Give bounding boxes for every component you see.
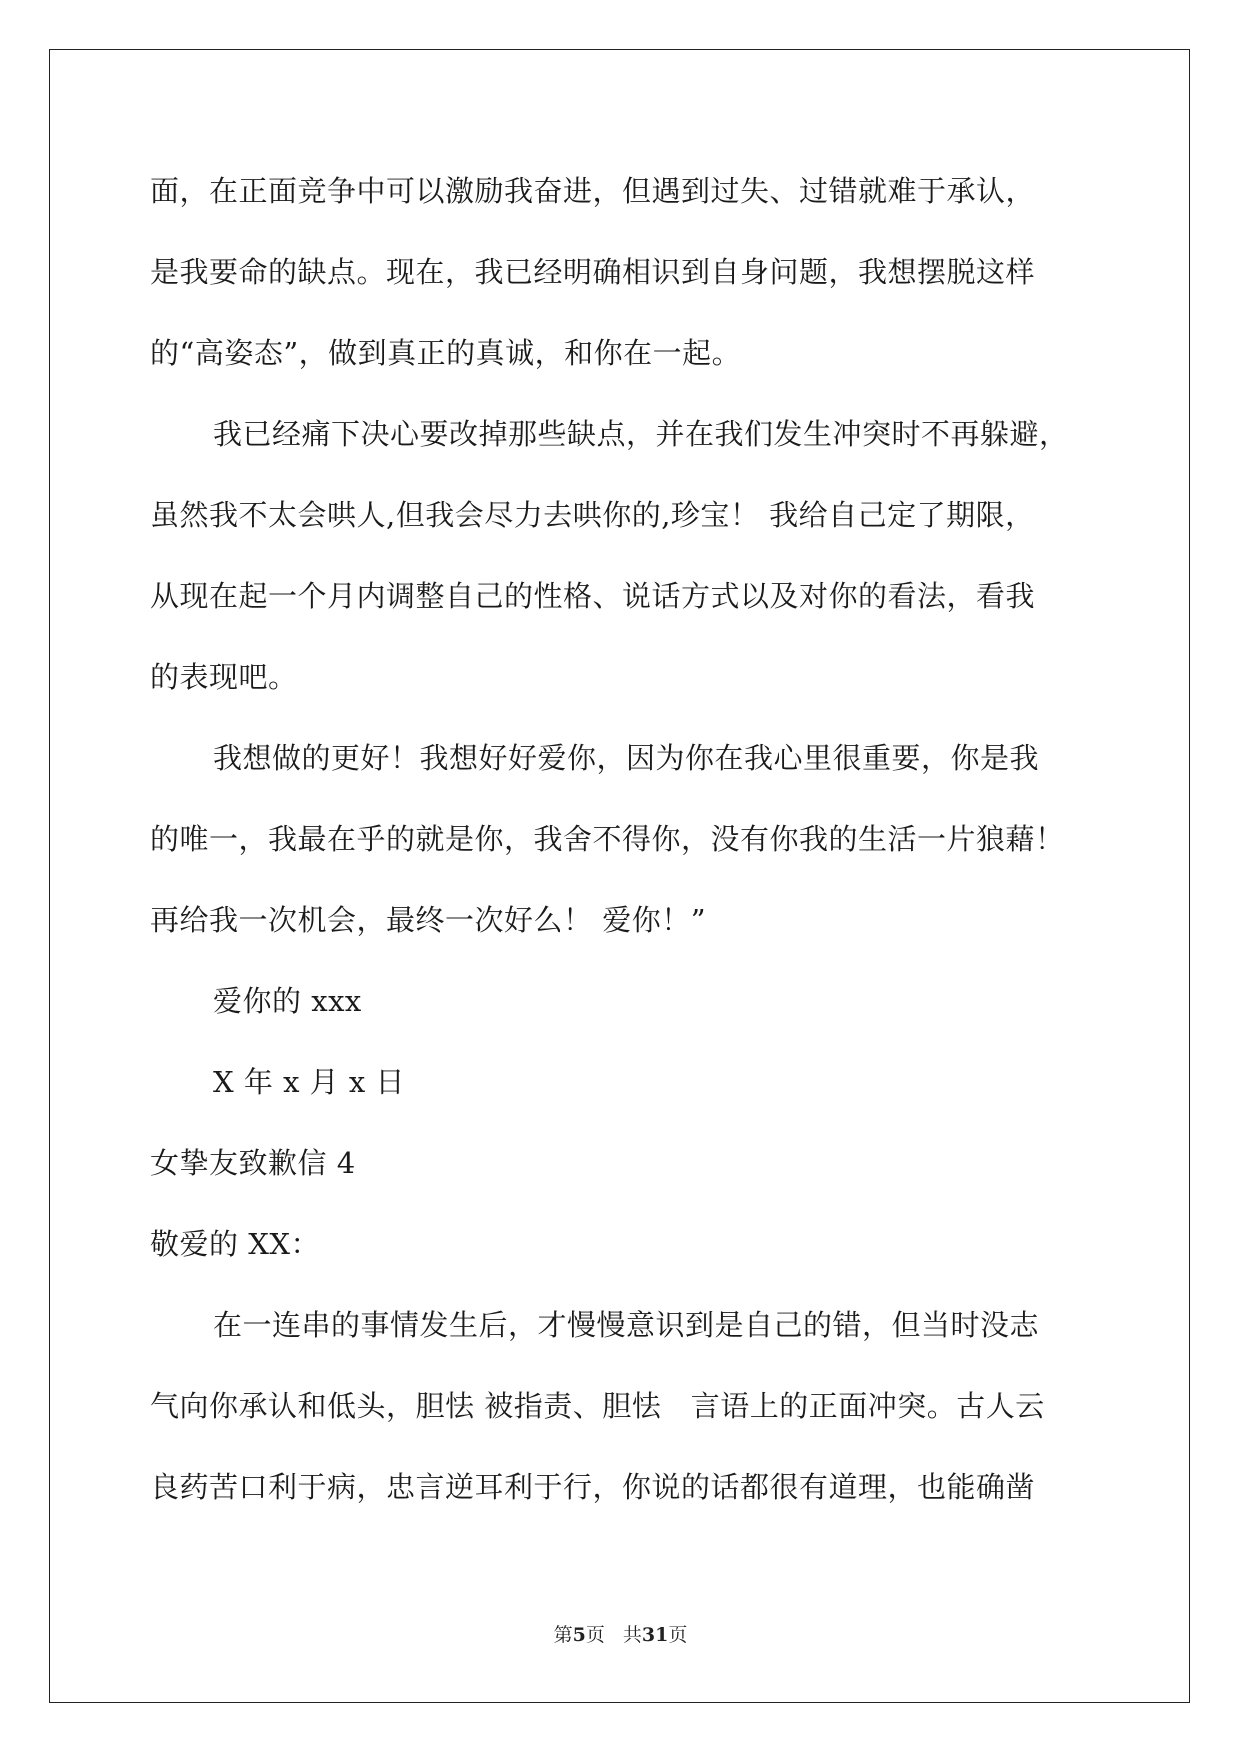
text-line: 再给我一次机会，最终一次好么！ 爱你！” bbox=[150, 903, 707, 937]
page-number: 5 bbox=[572, 1624, 586, 1646]
document-body bbox=[150, 163, 1100, 1540]
text-line: 从现在起一个月内调整自己的性格、说话方式以及对你的看法，看我 bbox=[150, 579, 1036, 613]
footer-total-prefix: 共 bbox=[622, 1624, 642, 1646]
signature-line: 爱你的 xxx bbox=[213, 984, 362, 1018]
section-heading: 女挚友致歉信 4 bbox=[150, 1146, 356, 1180]
footer-page-suffix: 页 bbox=[585, 1624, 605, 1646]
page-footer bbox=[0, 1620, 1241, 1647]
text-line: 是我要命的缺点。现在，我已经明确相识到自身问题，我想摆脱这样 bbox=[150, 255, 1036, 289]
text-line: 我已经痛下决心要改掉那些缺点，并在我们发生冲突时不再躲避， bbox=[213, 417, 1069, 451]
text-line: 气向你承认和低头，胆怯 被指责、胆怯 言语上的正面冲突。古人云 bbox=[150, 1389, 1045, 1423]
total-pages: 31 bbox=[641, 1624, 669, 1646]
text-line: 面，在正面竞争中可以激励我奋进，但遇到过失、过错就难于承认， bbox=[150, 174, 1036, 208]
text-line: 我想做的更好！我想好好爱你，因为你在我心里很重要，你是我 bbox=[213, 741, 1040, 775]
footer-prefix: 第 bbox=[553, 1624, 573, 1646]
date-line: X 年 x 月 x 日 bbox=[213, 1065, 405, 1099]
salutation: 敬爱的 XX： bbox=[150, 1227, 321, 1261]
text-line: 的唯一，我最在乎的就是你，我舍不得你，没有你我的生活一片狼藉！ bbox=[150, 822, 1065, 856]
text-line: 的“高姿态”，做到真正的真诚，和你在一起。 bbox=[150, 336, 742, 370]
text-line: 虽然我不太会哄人,但我会尽力去哄你的,珍宝！ 我给自己定了期限， bbox=[150, 498, 1035, 532]
text-line: 的表现吧。 bbox=[150, 660, 298, 694]
text-line: 在一连串的事情发生后，才慢慢意识到是自己的错，但当时没志 bbox=[213, 1308, 1040, 1342]
footer-total-suffix: 页 bbox=[668, 1624, 688, 1646]
text-line: 良药苦口利于病，忠言逆耳利于行，你说的话都很有道理，也能确凿 bbox=[150, 1470, 1036, 1504]
